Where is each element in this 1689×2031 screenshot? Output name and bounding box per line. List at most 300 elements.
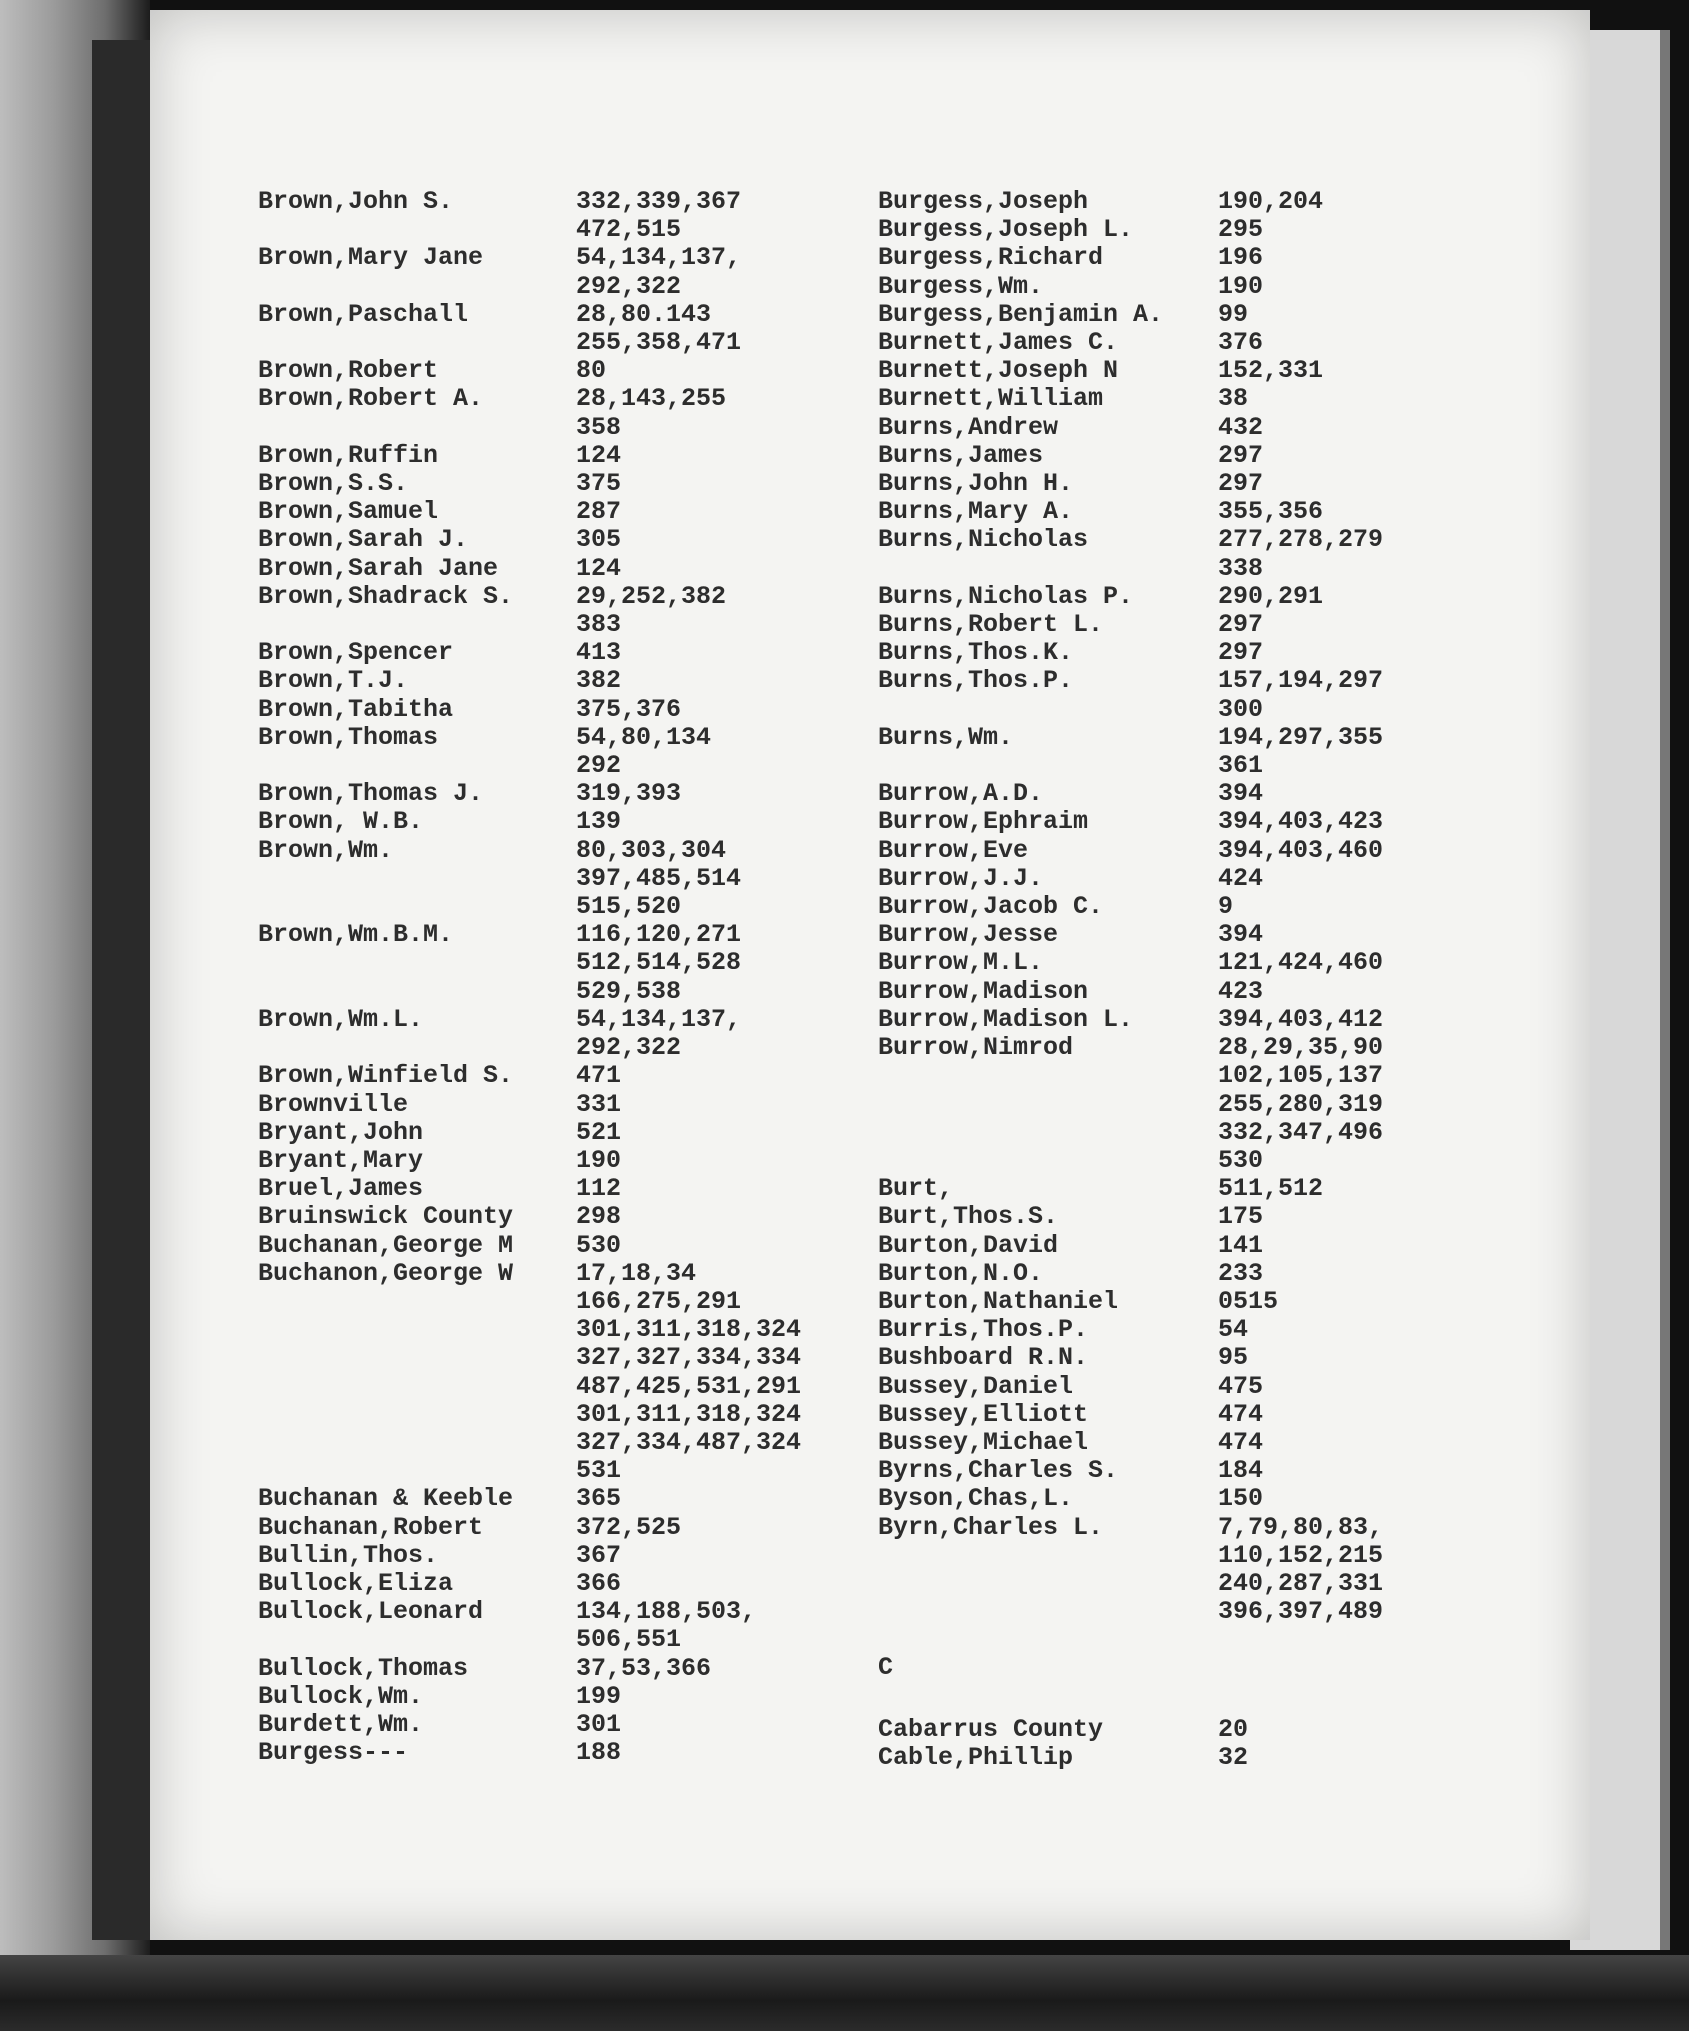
entry-name: Bullock,Thomas (258, 1653, 469, 1683)
entry-pages (1218, 1288, 1278, 1316)
entry-name: Burns,Mary A. (878, 497, 1074, 527)
entry-pages (576, 1542, 621, 1570)
entry-pages (576, 470, 621, 498)
page-reference-line: 298 (576, 1202, 622, 1232)
entry-name: Buchanan,George M (258, 1230, 514, 1260)
index-entry (878, 244, 1558, 272)
page-reference-line: 188 (576, 1738, 622, 1768)
entry-pages (1218, 244, 1263, 272)
entry-name: Brown,T.J. (258, 666, 409, 696)
entry-name: Bruinswick County (258, 1202, 514, 1232)
entry-pages (576, 357, 606, 385)
entry-name: Burgess,Benjamin A. (878, 299, 1164, 329)
index-entry (258, 921, 898, 1006)
entry-pages (576, 1091, 621, 1119)
page-reference-line: 150 (1218, 1484, 1264, 1514)
page-reference-line: 319,393 (576, 779, 682, 809)
entry-name: Burnett,James C. (878, 328, 1119, 358)
entry-name: Burgess,Wm. (878, 271, 1044, 301)
entry-pages (576, 1485, 621, 1513)
entry-pages (576, 1062, 621, 1090)
page-reference-line: 531 (576, 1456, 622, 1486)
entry-pages (1218, 301, 1248, 329)
index-entry (258, 442, 898, 470)
page-reference-line: 358 (576, 412, 622, 442)
page-reference-line: 332,339,367 (576, 187, 742, 216)
page-reference-line: 124 (576, 553, 622, 583)
index-entry (878, 667, 1558, 723)
entry-name: Burrow,Ephraim (878, 807, 1089, 837)
entry-pages (1218, 865, 1263, 893)
entry-pages (1218, 978, 1263, 1006)
entry-pages (576, 696, 681, 724)
page-reference-line: 190,204 (1218, 187, 1324, 216)
entry-pages (576, 1514, 681, 1542)
page-reference-line: 365 (576, 1484, 622, 1514)
entry-pages (576, 1598, 756, 1654)
index-entry (878, 216, 1558, 244)
entry-pages (576, 667, 621, 695)
page-reference-line: 383 (576, 610, 622, 640)
index-entry (258, 1655, 898, 1683)
page-reference-line: 80,303,304 (576, 835, 727, 865)
page-reference-line: 301,311,318,324 (576, 1399, 802, 1429)
index-entry (258, 498, 898, 526)
entry-name: Brown,Winfield S. (258, 1061, 514, 1091)
entry-pages (1218, 1034, 1383, 1175)
index-entry (258, 1485, 898, 1513)
page-reference-line: 110,152,215 (1218, 1540, 1384, 1570)
entry-name: Burgess,Richard (878, 243, 1104, 273)
page-reference-line: 157,194,297 (1218, 666, 1384, 696)
page-reference-line: 292 (576, 751, 622, 781)
entry-name: Buchanon,George W (258, 1258, 514, 1288)
index-entry (258, 188, 898, 244)
entry-name: Burrow,Eve (878, 835, 1029, 865)
entry-pages (1218, 1203, 1263, 1231)
page-reference-line: 521 (576, 1117, 622, 1147)
index-entry (258, 1062, 898, 1090)
index-entry (258, 1203, 898, 1231)
entry-name: Burrow,M.L. (878, 948, 1044, 978)
index-entry (258, 808, 898, 836)
page-reference-line: 305 (576, 525, 622, 555)
page-reference-line: 37,53,366 (576, 1653, 712, 1683)
page-reference-line: 54,134,137, (576, 243, 742, 273)
entry-pages (1218, 357, 1323, 385)
index-entry (878, 526, 1558, 582)
index-entry (878, 498, 1558, 526)
entry-name: Burgess,Joseph (878, 187, 1089, 216)
entry-pages (1218, 329, 1263, 357)
entry-pages (1218, 1744, 1248, 1772)
page-reference-line: 112 (576, 1174, 622, 1204)
entry-name: Brown, W.B. (258, 807, 424, 837)
entry-pages (1218, 498, 1323, 526)
page-reference-line: 366 (576, 1568, 622, 1598)
index-entry (878, 1034, 1558, 1175)
page-reference-line: 487,425,531,291 (576, 1371, 802, 1401)
page-reference-line: 54,80,134 (576, 722, 712, 752)
section-letter-c: C (878, 1653, 894, 1683)
entry-name: Burrow,Jesse (878, 920, 1059, 950)
page-reference-line: 54,134,137, (576, 1004, 742, 1034)
entry-name: Burnett,William (878, 384, 1104, 414)
page-reference-line: 301,311,318,324 (576, 1315, 802, 1345)
index-entry (258, 667, 898, 695)
index-page (150, 10, 1590, 1940)
page-reference-line: 255,358,471 (576, 328, 742, 358)
page-reference-line: 361 (1218, 751, 1264, 781)
entry-pages (1218, 611, 1263, 639)
entry-pages (576, 526, 621, 554)
index-entry (258, 470, 898, 498)
index-entry (258, 385, 898, 441)
page-reference-line: 292,322 (576, 271, 682, 301)
entry-name: Brown,Mary Jane (258, 243, 484, 273)
entry-name: Brown,Sarah Jane (258, 553, 499, 583)
index-entry (878, 1485, 1558, 1513)
index-entry (878, 442, 1558, 470)
index-entry (878, 1006, 1558, 1034)
index-entry (878, 357, 1558, 385)
page-reference-line: 297 (1218, 440, 1264, 470)
page-reference-line: 190 (1218, 271, 1264, 301)
entry-name: Brown,Sarah J. (258, 525, 469, 555)
right-index-column (878, 188, 1558, 1772)
index-entry (258, 1006, 898, 1062)
entry-name: Cable,Phillip (878, 1742, 1074, 1772)
entry-name: Brown,Wm.B.M. (258, 920, 454, 950)
entry-name: Brown,Robert A. (258, 384, 484, 414)
entry-pages (576, 1006, 741, 1062)
page-reference-line: 54 (1218, 1315, 1249, 1345)
index-entry (878, 301, 1558, 329)
page-reference-line: 394 (1218, 779, 1264, 809)
page-reference-line: 300 (1218, 694, 1264, 724)
entry-name: Burnett,Joseph N (878, 356, 1119, 386)
entry-name: Brown,Thomas J. (258, 779, 484, 809)
index-entry (258, 1514, 898, 1542)
entry-name: Brown,Shadrack S. (258, 581, 514, 611)
index-entry (258, 724, 898, 780)
entry-name: Brown,Robert (258, 356, 439, 386)
index-entry (878, 1232, 1558, 1260)
index-entry (878, 1429, 1558, 1457)
entry-pages (576, 837, 741, 922)
page-reference-line: 290,291 (1218, 581, 1324, 611)
entry-name: Bushboard R.N. (878, 1343, 1089, 1373)
index-entry (878, 837, 1558, 865)
index-entry (258, 1175, 898, 1203)
entry-pages (576, 583, 726, 639)
entry-name: Burns,Nicholas P. (878, 581, 1134, 611)
entry-name: Burrow,A.D. (878, 779, 1044, 809)
index-entry (878, 1373, 1558, 1401)
index-entry (878, 780, 1558, 808)
page-reference-line: 331 (576, 1089, 622, 1119)
entry-name: Bussey,Daniel (878, 1371, 1074, 1401)
entry-name: Brown,Wm. (258, 835, 394, 865)
page-reference-line: 175 (1218, 1202, 1264, 1232)
entry-pages (576, 1175, 621, 1203)
entry-name: Burns,Nicholas (878, 525, 1089, 555)
entry-pages (576, 1147, 621, 1175)
page-reference-line: 139 (576, 807, 622, 837)
entry-name: Brown,Paschall (258, 299, 469, 329)
page-reference-line: 512,514,528 (576, 948, 742, 978)
entry-name: Byrns,Charles S. (878, 1456, 1119, 1486)
page-reference-line: 355,356 (1218, 497, 1324, 527)
index-entry (878, 583, 1558, 611)
index-entry (258, 1598, 898, 1654)
entry-pages (1218, 216, 1263, 244)
page-reference-line: 530 (1218, 1145, 1264, 1175)
entry-pages (1218, 1232, 1263, 1260)
page-reference-line: 511,512 (1218, 1174, 1324, 1204)
page-reference-line: 28,29,35,90 (1218, 1033, 1384, 1063)
entry-pages (1218, 893, 1233, 921)
index-entry (878, 414, 1558, 442)
entry-name: Brownville (258, 1089, 409, 1119)
entry-pages (576, 1655, 711, 1683)
index-entry (258, 301, 898, 357)
page-reference-line: 28,80.143 (576, 299, 712, 329)
page-reference-line: 152,331 (1218, 356, 1324, 386)
page-reference-line: 20 (1218, 1714, 1249, 1744)
index-entry (878, 1288, 1558, 1316)
entry-name: Bryant,John (258, 1117, 424, 1147)
entry-name: Burrow,Madison (878, 976, 1089, 1006)
entry-pages (576, 808, 621, 836)
entry-pages (576, 1570, 621, 1598)
entry-pages (1218, 639, 1263, 667)
index-entry (878, 1175, 1558, 1203)
index-entry (258, 526, 898, 554)
entry-pages (576, 724, 711, 780)
page-reference-line: 382 (576, 666, 622, 696)
page-reference-line: 184 (1218, 1456, 1264, 1486)
page-reference-line: 424 (1218, 863, 1264, 893)
page-reference-line: 297 (1218, 469, 1264, 499)
entry-pages (1218, 780, 1263, 808)
entry-pages (1218, 470, 1263, 498)
right-b-entries (878, 188, 1558, 1626)
page-reference-line: 141 (1218, 1230, 1264, 1260)
page-reference-line: 394,403,412 (1218, 1004, 1384, 1034)
entry-name: Buchanan,Robert (258, 1512, 484, 1542)
page-reference-line: 28,143,255 (576, 384, 727, 414)
page-reference-line: 327,327,334,334 (576, 1343, 802, 1373)
entry-pages (576, 385, 726, 441)
entry-pages (1218, 1260, 1263, 1288)
entry-pages (1218, 1716, 1248, 1744)
entry-name: Bullock,Leonard (258, 1597, 484, 1627)
entry-pages (1218, 1485, 1263, 1513)
entry-pages (1218, 1175, 1323, 1203)
entry-pages (576, 1203, 621, 1231)
entry-name: Burns,James (878, 440, 1044, 470)
entry-pages (1218, 667, 1383, 723)
entry-pages (576, 1119, 621, 1147)
page-reference-line: 166,275,291 (576, 1286, 742, 1316)
entry-name: Burris,Thos.P. (878, 1315, 1089, 1345)
index-entry (258, 244, 898, 300)
index-entry (878, 893, 1558, 921)
page-reference-line: 17,18,34 (576, 1258, 697, 1288)
page-reference-line: 297 (1218, 638, 1264, 668)
page-reference-line: 372,525 (576, 1512, 682, 1542)
page-reference-line: 375,376 (576, 694, 682, 724)
entry-name: Burns,Robert L. (878, 610, 1104, 640)
page-reference-line: 7,79,80,83, (1218, 1512, 1384, 1542)
page-reference-line: 530 (576, 1230, 622, 1260)
entry-name: Burton,Nathaniel (878, 1286, 1119, 1316)
page-reference-line: 32 (1218, 1742, 1249, 1772)
index-entry (878, 329, 1558, 357)
page-reference-line: 472,515 (576, 215, 682, 245)
entry-name: Burton,N.O. (878, 1258, 1044, 1288)
page-reference-line: 367 (576, 1540, 622, 1570)
left-index-column (258, 188, 898, 1767)
index-entry (878, 1744, 1558, 1772)
entry-pages (576, 1739, 621, 1767)
entry-name: Bullin,Thos. (258, 1540, 439, 1570)
entry-name: Burgess--- (258, 1738, 409, 1768)
page-reference-line: 95 (1218, 1343, 1249, 1373)
index-entry (878, 1457, 1558, 1485)
page-reference-line: 394 (1218, 920, 1264, 950)
entry-name: Burton,David (878, 1230, 1059, 1260)
index-entry (878, 978, 1558, 1006)
entry-pages (1218, 808, 1383, 836)
entry-name: Burrow,Jacob C. (878, 892, 1104, 922)
entry-name: Burdett,Wm. (258, 1709, 424, 1739)
page-reference-line: 116,120,271 (576, 920, 742, 950)
page-reference-line: 295 (1218, 215, 1264, 245)
page-reference-line: 121,424,460 (1218, 948, 1384, 978)
entry-pages (1218, 921, 1263, 949)
entry-name: Byrn,Charles L. (878, 1512, 1104, 1542)
entry-pages (1218, 583, 1323, 611)
page-reference-line: 475 (1218, 1371, 1264, 1401)
page-reference-line: 0515 (1218, 1286, 1279, 1316)
page-reference-line: 394,403,423 (1218, 807, 1384, 837)
page-reference-line: 506,551 (576, 1625, 682, 1655)
entry-name: Burns,Thos.P. (878, 666, 1074, 696)
entry-name: Brown,Thomas (258, 722, 439, 752)
index-entry (878, 808, 1558, 836)
index-entry (258, 1739, 898, 1767)
index-entry (258, 1260, 898, 1486)
entry-pages (576, 555, 621, 583)
page-reference-line: 394,403,460 (1218, 835, 1384, 865)
index-entry (878, 385, 1558, 413)
index-entry (878, 921, 1558, 949)
entry-name: Burns,Andrew (878, 412, 1059, 442)
index-entry (258, 1091, 898, 1119)
page-reference-line: 99 (1218, 299, 1249, 329)
entry-pages (1218, 1457, 1263, 1485)
page-reference-line: 292,322 (576, 1033, 682, 1063)
index-entry (878, 1316, 1558, 1344)
entry-name: Brown,S.S. (258, 469, 409, 499)
index-entry (258, 1542, 898, 1570)
index-entry (258, 1232, 898, 1260)
entry-pages (1218, 273, 1263, 301)
index-entry (878, 1203, 1558, 1231)
entry-name: Burt, (878, 1174, 954, 1204)
index-entry (258, 696, 898, 724)
page-reference-line: 423 (1218, 976, 1264, 1006)
page-reference-line: 233 (1218, 1258, 1264, 1288)
index-entry (258, 1683, 898, 1711)
entry-pages (1218, 1373, 1263, 1401)
page-reference-line: 375 (576, 469, 622, 499)
entry-pages (576, 188, 741, 244)
entry-name: Burrow,Nimrod (878, 1033, 1074, 1063)
page-reference-line: 240,287,331 (1218, 1568, 1384, 1598)
entry-pages (1218, 949, 1383, 977)
entry-pages (1218, 385, 1248, 413)
index-entry (878, 188, 1558, 216)
page-reference-line: 38 (1218, 384, 1249, 414)
entry-name: Burrow,Madison L. (878, 1004, 1134, 1034)
entry-name: Burgess,Joseph L. (878, 215, 1134, 245)
entry-pages (1218, 1344, 1248, 1372)
page-reference-line: 255,280,319 (1218, 1089, 1384, 1119)
entry-name: Cabarrus County (878, 1714, 1104, 1744)
entry-name: Brown,Samuel (258, 497, 439, 527)
page-reference-line: 413 (576, 638, 622, 668)
index-entry (258, 1711, 898, 1739)
index-entry (878, 949, 1558, 977)
page-reference-line: 194,297,355 (1218, 722, 1384, 752)
page-reference-line: 297 (1218, 610, 1264, 640)
page-reference-line: 432 (1218, 412, 1264, 442)
page-reference-line: 474 (1218, 1399, 1264, 1429)
entry-name: Brown,Tabitha (258, 694, 454, 724)
entry-pages (1218, 188, 1323, 216)
entry-name: Bullock,Eliza (258, 1568, 454, 1598)
entry-pages (576, 1683, 621, 1711)
page-reference-line: 287 (576, 497, 622, 527)
page-reference-line: 301 (576, 1709, 622, 1739)
page-reference-line: 327,334,487,324 (576, 1427, 802, 1457)
entry-name: Buchanan & Keeble (258, 1484, 514, 1514)
index-entry (878, 1716, 1558, 1744)
entry-pages (576, 301, 741, 357)
page-reference-line: 29,252,382 (576, 581, 727, 611)
page-reference-line: 80 (576, 356, 607, 386)
entry-name: Brown,Wm.L. (258, 1004, 424, 1034)
entry-name: Brown,Ruffin (258, 440, 439, 470)
page-reference-line: 124 (576, 440, 622, 470)
entry-name: Bruel,James (258, 1174, 424, 1204)
index-entry (258, 1147, 898, 1175)
index-entry (878, 865, 1558, 893)
index-entry (258, 357, 898, 385)
right-c-entries (878, 1716, 1558, 1772)
page-reference-line: 196 (1218, 243, 1264, 273)
index-entry (258, 837, 898, 922)
entry-name: Brown,John S. (258, 187, 454, 216)
entry-pages (576, 1711, 621, 1739)
entry-pages (1218, 1401, 1263, 1429)
bottom-page-edge (0, 1955, 1689, 2031)
entry-pages (1218, 442, 1263, 470)
binding-shadow (92, 40, 150, 1940)
